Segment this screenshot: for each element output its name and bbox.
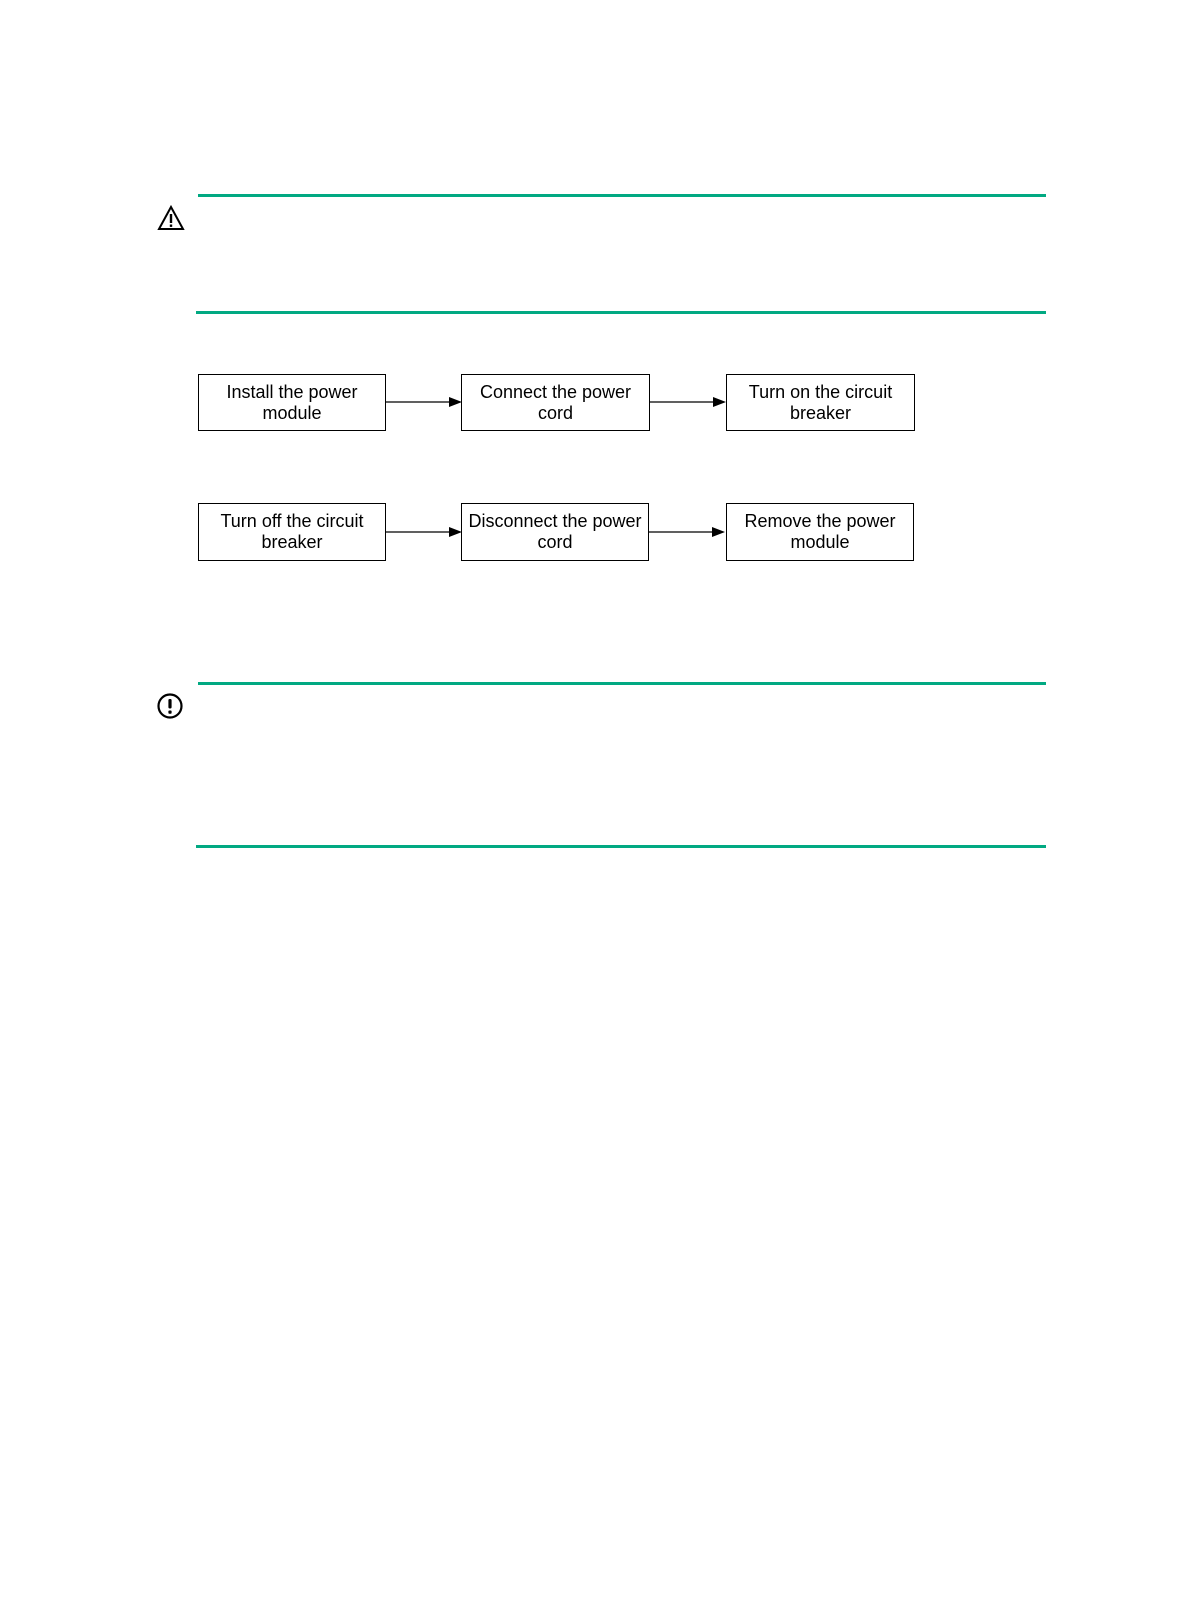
- remove-step-2-box: [461, 503, 649, 561]
- install-step-1-box: [198, 374, 386, 431]
- remove-step-3-label: Remove the power module: [744, 511, 896, 552]
- warning-triangle-icon: [157, 204, 185, 232]
- install-step-2-box: [461, 374, 650, 431]
- remove-arrow-1: [385, 526, 463, 538]
- important-bottom-rule: [196, 845, 1046, 848]
- remove-step-3-box: [726, 503, 914, 561]
- install-arrow-1: [385, 396, 463, 408]
- remove-step-1-box: [198, 503, 386, 561]
- important-exclamation-icon: [157, 693, 185, 721]
- important-top-rule: [198, 682, 1046, 685]
- warning-bottom-rule: [196, 311, 1046, 314]
- remove-arrow-2: [648, 526, 726, 538]
- install-step-3-label: Turn on the circuit breaker: [748, 381, 893, 423]
- warning-top-rule: [198, 194, 1046, 197]
- remove-step-2-label: Disconnect the power cord: [468, 511, 642, 552]
- install-step-2-label: Connect the power cord: [479, 381, 632, 423]
- install-step-3-box: [726, 374, 915, 431]
- install-arrow-2: [649, 396, 727, 408]
- install-step-1-label: Install the power module: [226, 381, 358, 423]
- remove-step-1-label: Turn off the circuit breaker: [220, 511, 364, 552]
